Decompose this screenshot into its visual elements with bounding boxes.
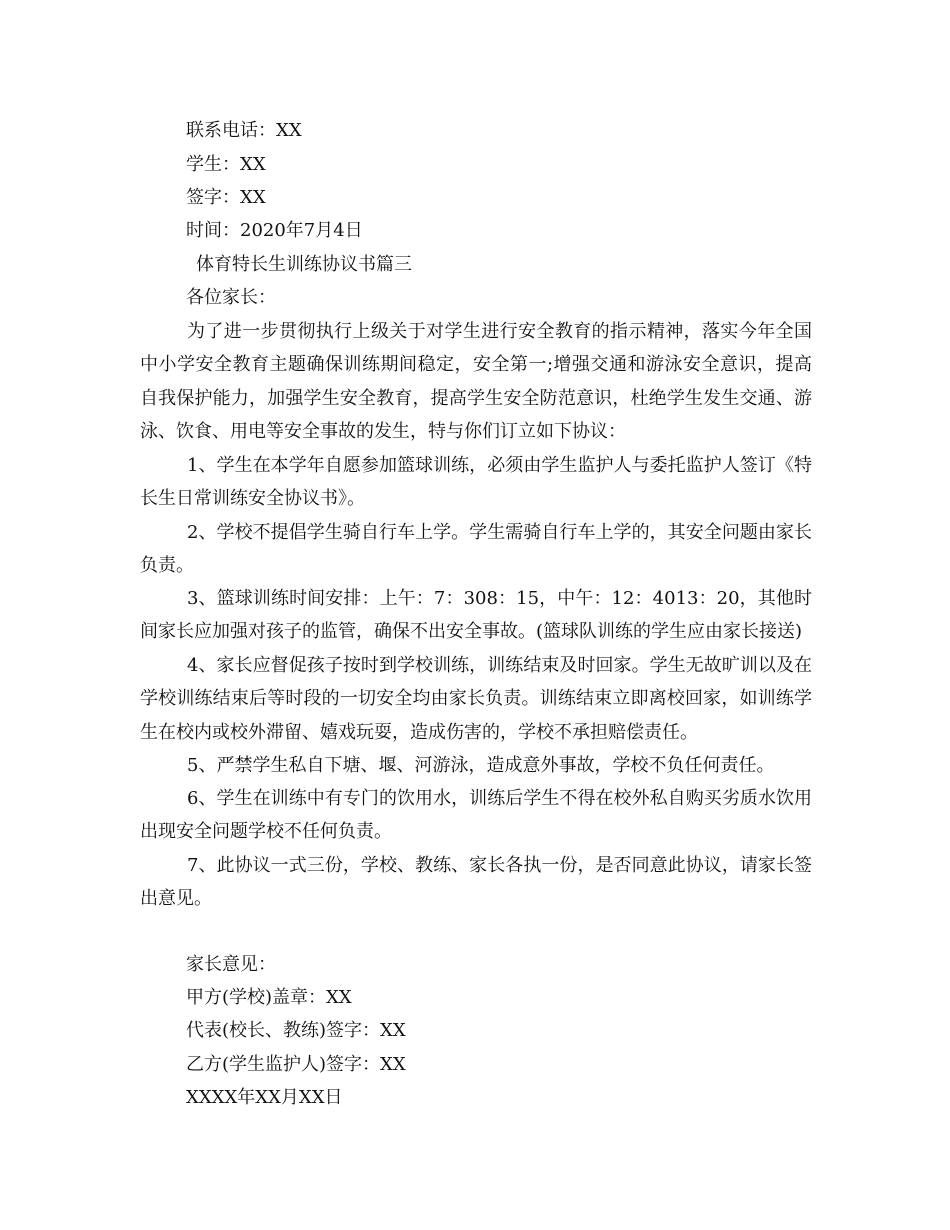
clause-5: 5、严禁学生私自下塘、堰、河游泳，造成意外事故，学校不负任何责任。: [187, 755, 775, 776]
clause-2: 2、学校不提倡学生骑自行车上学。学生需骑自行车上学的，其安全问题由家长负责。: [140, 522, 812, 577]
clause-3: 3、篮球训练时间安排：上午：7：308：15，中午：12：4013：20，其他时间家长应加强对孩子的监管，确保不出安全事故。(篮球队训练的学生应由家长接送): [140, 588, 812, 643]
clause-4: 4、家长应督促孩子按时到学校训练，训练结束及时回家。学生无故旷训以及在学校训练结束后等时段的一切安全均由家长负责。训练结束立即离校回家，如训练学生在校内或校外滞留、嬉戏玩耍，造成伤害的，学校不承担赔偿责任。: [140, 655, 812, 743]
date-line: 时间：2020年7月4日: [186, 220, 363, 241]
clause-7: 7、此协议一式三份，学校、教练、家长各执一份，是否同意此协议，请家长签出意见。: [140, 855, 812, 910]
parent-opinion-line: 家长意见：: [186, 954, 276, 975]
footer-date-line: XXXX年XX月XX日: [186, 1087, 343, 1108]
clause-1: 1、学生在本学年自愿参加篮球训练，必须由学生监护人与委托监护人签订《特长生日常训练安全协议书》。: [140, 455, 812, 510]
party-b-line: 乙方(学生监护人)签字：XX: [186, 1054, 406, 1075]
contact-phone-line: 联系电话：XX: [186, 120, 302, 141]
party-a-line: 甲方(学校)盖章：XX: [186, 987, 352, 1008]
section-title: 体育特长生训练协议书篇三: [196, 254, 412, 275]
student-line: 学生：XX: [186, 154, 266, 175]
intro-paragraph: 为了进一步贯彻执行上级关于对学生进行安全教育的指示精神，落实今年全国中小学安全教育主题确保训练期间稳定，安全第一;增强交通和游泳安全意识，提高自我保护能力，加强学生安全教育，提高学生安全防范意识，杜绝学生发生交通、游泳、饮食、用电等安全事故的发生，特与你们订立如下协议：: [140, 321, 812, 443]
signature-line: 签字：XX: [186, 187, 266, 208]
representative-line: 代表(校长、教练)签字：XX: [186, 1020, 406, 1041]
clause-6: 6、学生在训练中有专门的饮用水，训练后学生不得在校外私自购买劣质水饮用出现安全问题学校不任何负责。: [140, 788, 812, 843]
salutation: 各位家长：: [186, 287, 276, 308]
